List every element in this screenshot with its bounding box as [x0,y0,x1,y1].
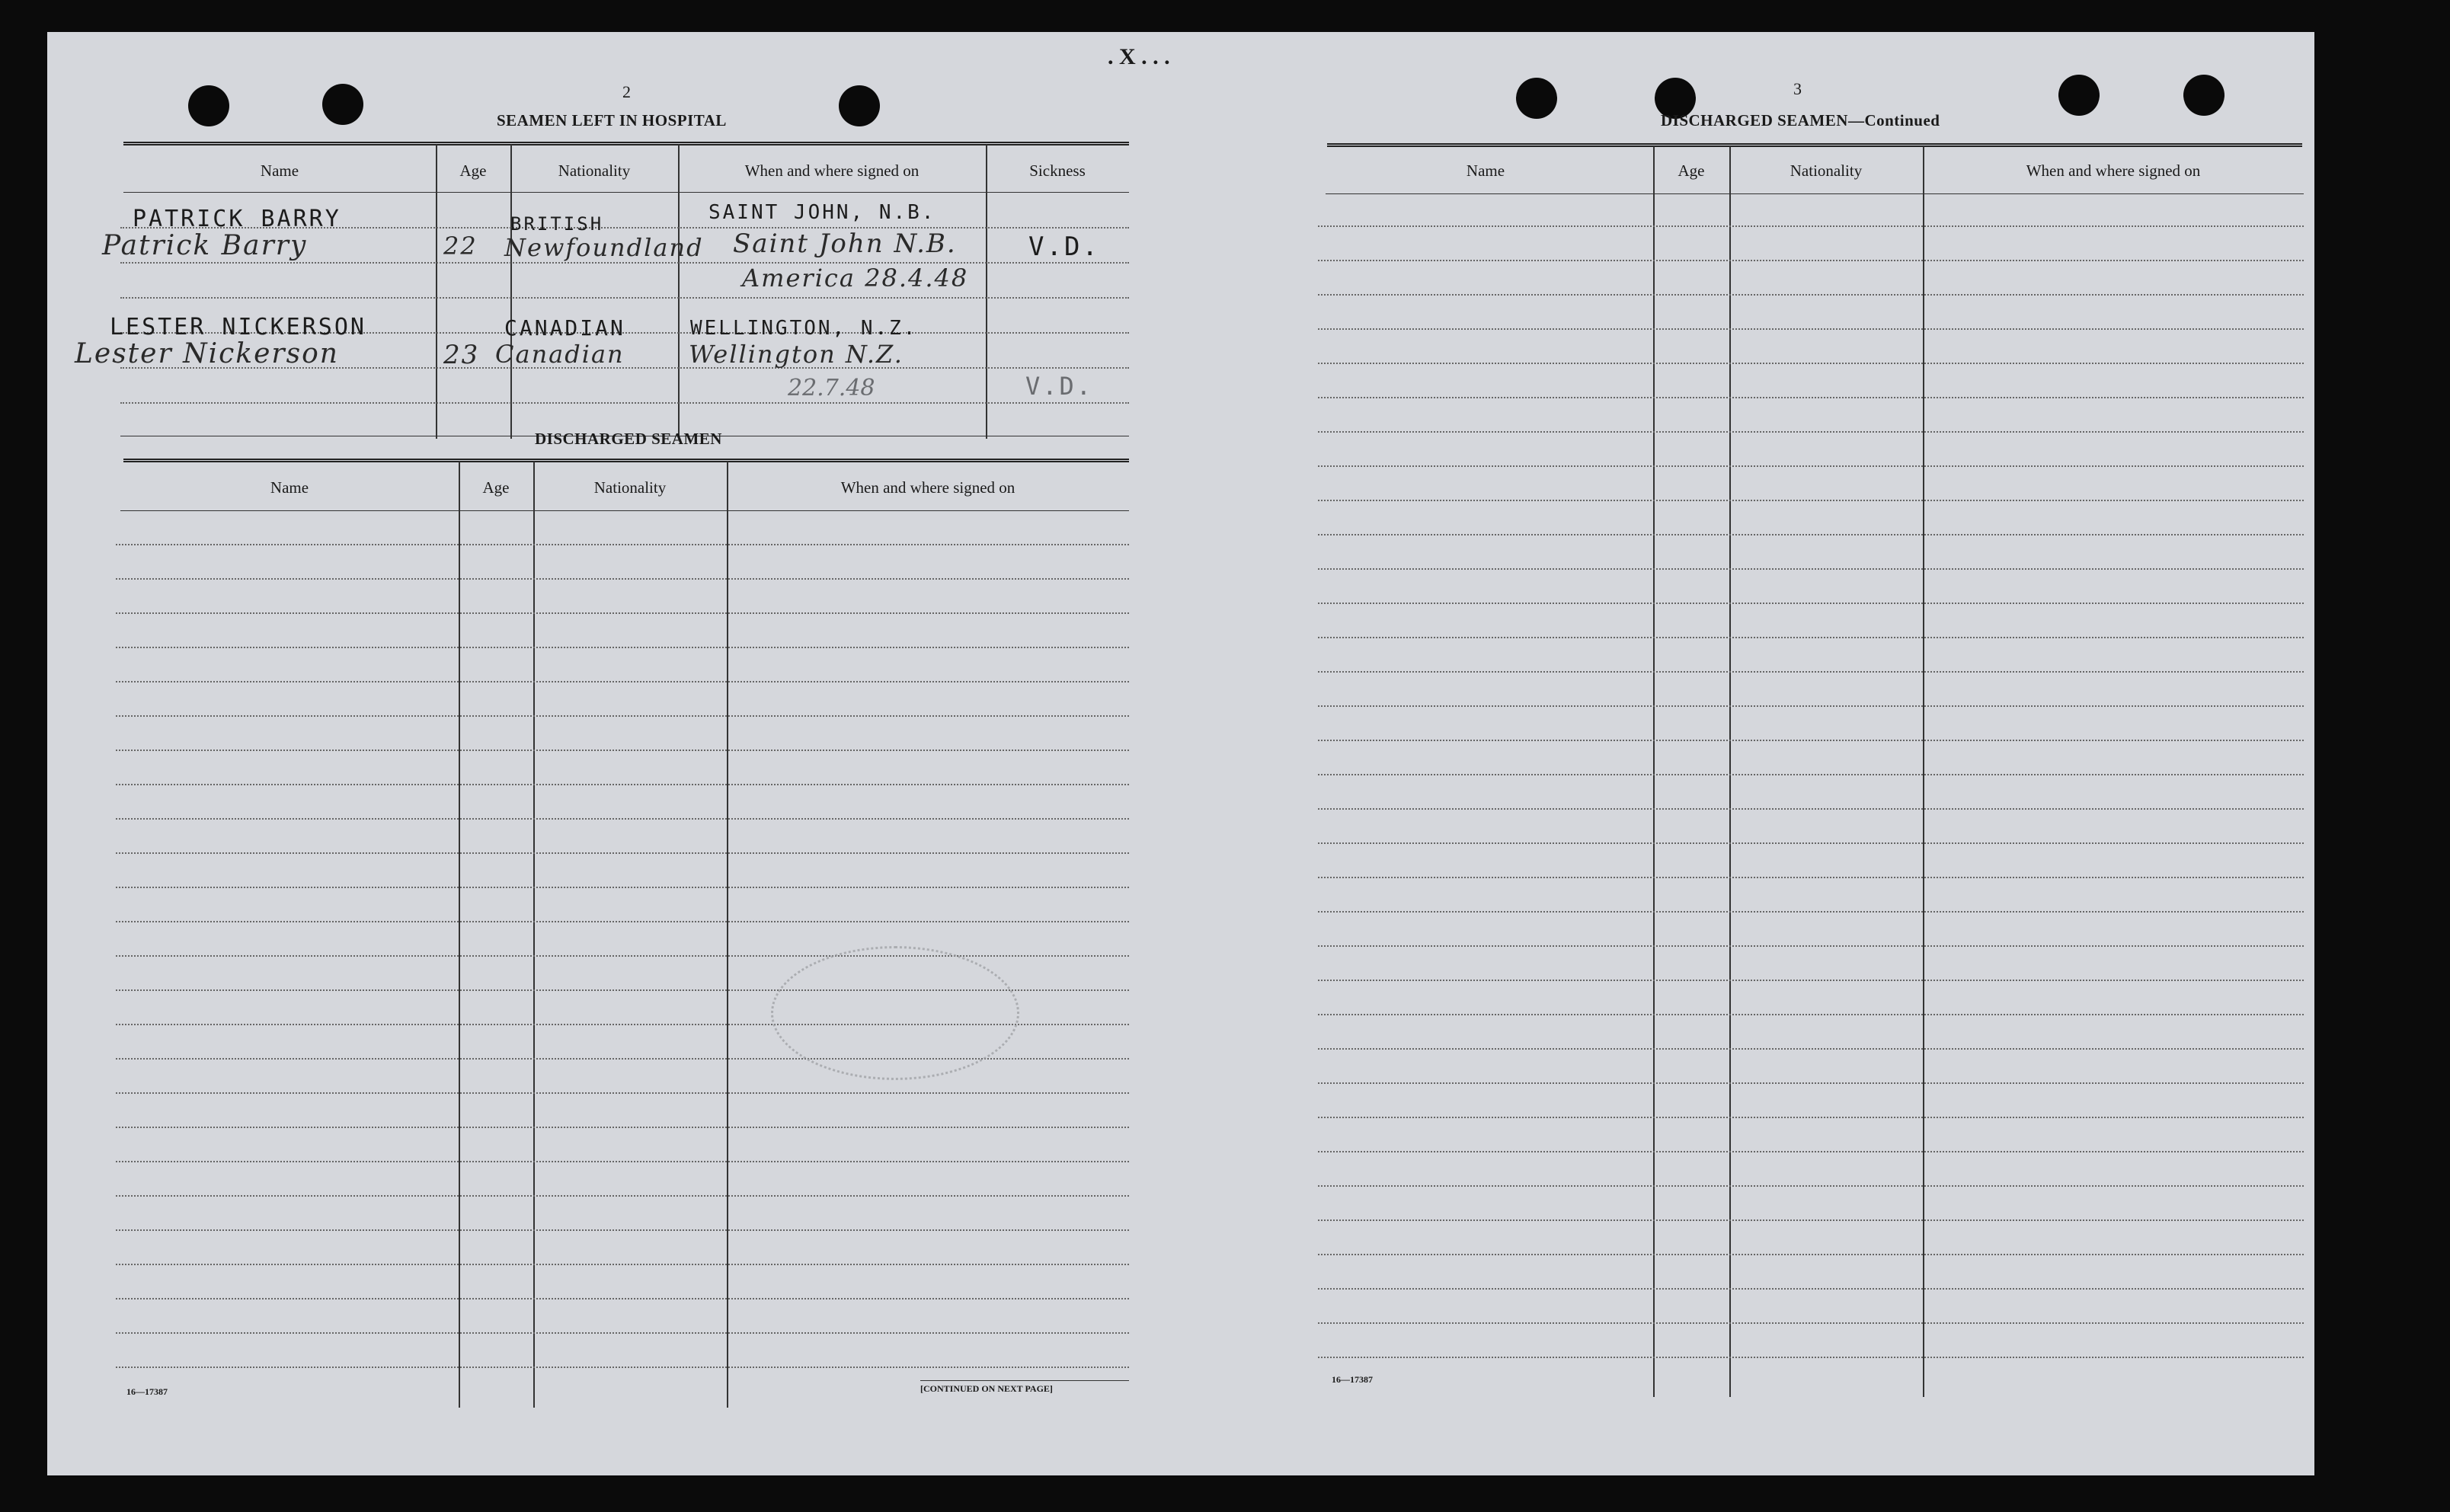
ruled-line [1318,1014,2304,1015]
ruled-line [1318,705,2304,707]
ruled-line [1318,328,2304,330]
entry-nationality-print: CANADIAN [504,315,625,340]
punch-hole [188,85,229,126]
col-header-age: Age [459,161,487,180]
ruled-line [1318,500,2304,501]
ruled-line [116,784,1129,785]
continued-note: [CONTINUED ON NEXT PAGE] [920,1383,1053,1394]
page-number: 3 [1793,79,1802,98]
ruled-line [1318,1185,2304,1187]
entry-nationality-hand: Newfoundland [504,233,704,262]
ruled-line [1318,980,2304,981]
ruled-line [1318,1082,2304,1084]
col-header-name: Name [270,478,309,497]
discharged-section-title: DISCHARGED SEAMEN [535,430,722,448]
table-top-rule [123,142,1129,145]
punch-hole [839,85,880,126]
ruled-line [1318,534,2304,535]
ruled-line [116,955,1129,957]
ruled-line [1318,1288,2304,1290]
ruled-line [116,647,1129,648]
ruled-line [116,1332,1129,1334]
ruled-line [1318,1357,2304,1358]
ruled-line [1318,1220,2304,1221]
punch-hole [322,84,363,125]
hospital-section-title: SEAMEN LEFT IN HOSPITAL [497,111,727,129]
col-header-name: Name [1466,161,1505,180]
ruled-line [116,578,1129,580]
right-page [1108,32,2314,1475]
ruled-line [116,852,1129,854]
column-divider [1653,146,1655,1397]
ruled-line [1318,603,2304,604]
ruled-line [116,1298,1129,1299]
entry-name-print: PATRICK BARRY [133,206,341,232]
col-header-nationality: Nationality [593,478,667,497]
column-divider [459,462,460,1408]
ruled-line [116,887,1129,888]
ruled-line [1318,1322,2304,1324]
ruled-line [1318,260,2304,261]
ruled-line [116,544,1129,545]
col-header-signed-on: When and where signed on [840,478,1016,497]
ruled-line [116,1367,1129,1368]
entry-name-signature: Lester Nickerson [75,338,339,369]
entry-sickness: V.D. [1025,372,1094,401]
ruled-line [116,750,1129,751]
ruled-line [116,818,1129,820]
left-page [47,32,1181,1475]
ruled-line [116,1264,1129,1265]
entry-signed-on-date: 22.7.48 [788,375,875,401]
column-divider [1923,146,1924,1397]
entry-signed-on-date: America 28.4.48 [742,264,969,292]
header-underline [123,192,1129,193]
ruled-line [116,715,1129,717]
page-number: 2 [622,82,631,101]
ruled-line [1318,568,2304,570]
entry-nationality-print: BRITISH [510,213,604,235]
entry-signed-on-hand: Saint John N.B. [733,229,957,259]
ruled-line [1318,1048,2304,1050]
entry-name-signature: Patrick Barry [102,230,308,261]
column-divider [436,145,437,439]
col-header-age: Age [482,478,510,497]
form-number: 16—17387 [1332,1374,1373,1385]
column-divider [986,145,987,439]
ruled-line [116,1127,1129,1128]
entry-age: 22 [443,232,478,261]
ruled-line [1318,1151,2304,1152]
col-header-nationality: Nationality [558,161,631,180]
col-header-signed-on: When and where signed on [744,161,920,180]
ruled-line [116,1161,1129,1162]
form-number: 16—17387 [126,1386,168,1397]
ruled-line [1318,877,2304,878]
ruled-line [116,612,1129,614]
col-header-signed-on: When and where signed on [2026,161,2201,180]
ruled-line [116,1092,1129,1094]
column-divider [533,462,535,1408]
col-header-age: Age [1678,161,1705,180]
footer-rule [920,1380,1129,1381]
document-sheet [47,32,2314,1475]
punch-hole [2058,75,2100,116]
entry-signed-on-print: WELLINGTON, N.Z. [690,317,918,340]
entry-age: 23 [443,340,480,370]
ruled-line [120,402,1129,404]
col-header-nationality: Nationality [1790,161,1863,180]
ruled-line [116,1195,1129,1197]
column-divider [678,145,680,439]
ruled-line [1318,294,2304,296]
column-divider [727,462,728,1408]
header-underline [1326,193,2304,194]
column-divider [510,145,512,439]
ruled-line [1318,1254,2304,1255]
ruled-line [1318,842,2304,844]
column-divider [1729,146,1731,1397]
table-top-rule [1327,143,2302,147]
ruled-line [1318,671,2304,673]
ruled-line [1318,808,2304,810]
entry-signed-on-hand: Wellington N.Z. [689,340,904,369]
faded-stamp [771,946,1019,1080]
col-header-name: Name [260,161,299,180]
punch-hole [2183,75,2225,116]
ruled-line [1318,431,2304,433]
top-marks: . X . . . [1108,44,1170,69]
ruled-line [116,1229,1129,1231]
ruled-line [1318,740,2304,741]
ruled-line [1318,637,2304,638]
entry-sickness: V.D. [1028,232,1100,262]
col-header-sickness: Sickness [1029,161,1086,180]
ruled-line [1318,774,2304,775]
entry-signed-on-print: SAINT JOHN, N.B. [708,201,936,224]
table-top-rule [123,459,1129,462]
punch-hole [1516,78,1557,119]
ruled-line [1318,465,2304,467]
page-title: DISCHARGED SEAMEN—Continued [1661,111,1940,129]
ruled-line [120,297,1129,299]
ruled-line [1318,911,2304,913]
ruled-line [1318,397,2304,398]
ruled-line [1318,225,2304,227]
ruled-line [1318,945,2304,947]
entry-nationality-hand: Canadian [495,340,625,369]
header-underline [120,510,1129,511]
ruled-line [1318,1117,2304,1118]
ruled-line [1318,363,2304,364]
ruled-line [116,681,1129,682]
ruled-line [120,262,1129,264]
ruled-line [116,921,1129,922]
entry-name-print: LESTER NICKERSON [110,314,366,340]
